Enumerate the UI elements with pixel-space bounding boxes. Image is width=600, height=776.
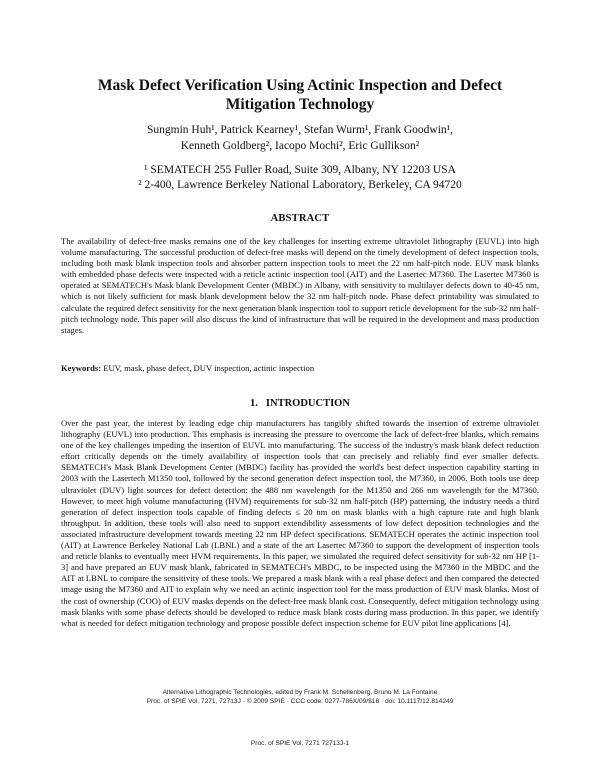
section-heading-introduction [60,398,540,409]
footer-line-1: Alternative Lithographic Technologies, edited by Frank M. Schellenberg, Bruno M. La Fontaine [162,689,438,696]
paper-title [60,76,540,114]
authors-line-2: Kenneth Goldberg², Iacopo Mochi², Eric Gullikson² [180,140,420,152]
section-number: 1. [250,398,258,409]
keywords-label: Keywords: [61,363,102,373]
page-number: Proc. of SPIE Vol. 7271 72713J-1 [250,740,350,747]
author-list [60,122,540,154]
abstract-heading: ABSTRACT [270,213,330,224]
publication-footer [60,688,540,706]
section-title: INTRODUCTION [265,398,350,409]
affiliations [60,163,540,193]
affiliation-1: ¹ SEMATECH 255 Fuller Road, Suite 309, Albany, NY 12203 USA [144,164,456,176]
title-line-1: Mask Defect Verification Using Actinic Inspection and Defect [97,77,503,94]
footer-line-2: Proc. of SPIE Vol. 7271, 72713J · © 2009 SPIE · CCC code: 0277-786X/09/$18 · doi: 10.1117/12.814249 [146,698,454,705]
authors-line-1: Sungmin Huh¹, Patrick Kearney¹, Stefan Wurm¹, Frank Goodwin¹, [146,124,453,136]
affiliation-2: ² 2-400, Lawrence Berkeley National Laboratory, Berkeley, CA 94720 [138,179,462,191]
title-line-2: Mitigation Technology [225,96,375,113]
keywords-text: EUV, mask, phase defect, DUV inspection, actinic inspection [101,363,315,373]
keywords [61,363,539,374]
introduction-body: Over the past year, the interest by leading edge chip manufacturers has tangibly shifted towards the insertion of extreme ultraviolet lithography (EUVL) into production. This emphasis is increasing the pressure to overcome the lack of defect-free blanks, which remains one of the key challenges impeding the insertion of EUVL into manufacturing. The success of the industry's mask blank defect reduction effort critically depends on the timely availability of inspection tools that can precisely and reliably find ever smaller defects. SEMATECH's Mask Blank Development Center (MBDC) facility has provided the world's best defect inspection capability starting in 2003 with the Lasertech M1350 tool, followed by the second generation defect inspection tool, the M7360, in 2006. Both tools use deep ultraviolet (DUV) light sources for defect detection: the 488 nm wavelength for the M1350 and 266 nm wavelength for the M7360. However, to meet high volume manufacturing (HVM) requirements for sub-32 nm half-pitch (HP) patterning, the industry needs a third generation of defect inspection tools capable of finding defects ≤ 20 nm on mask blanks with a high capture rate and high blank throughput. In addition, these tools will also need to support extendibility assessments of low defect deposition technologies and the associated infrastructure development towards meeting 22 nm HP defect specifications. SEMATECH operates the actinic inspection tool (AIT) at Lawrence Berkeley National Lab (LBNL) and a state of the art Lasertec M7360 to support the development of inspection tools and reticle blanks to eventually meet HVM requirements. In this paper, we simulated the required defect sensitivity for sub-32 nm HP [1-3] and have prepared an EUV mask blank, fabricated in SEMATECH's MBDC, to be inspected using the M7360 in the MBDC and the AIT at LBNL to compare the sensitivity of these tools. We prepared a mask blank with a real phase defect and then compared the detected image using the M7360 and AIT to explain why we need an actinic inspection tool for the mass production of EUV mask blanks. Most of the cost of ownership (COO) of EUV masks depends on the defect-free mask blank cost. Consequently, defect mitigation technology using mask blanks with some phase defects should be developed to reduce mask blank costs during mass production. In this paper, we identify what is needed for defect mitigation technology and propose possible defect inspection scheme for EUV pilot line applications [4]. [61,418,539,628]
abstract-body: The availability of defect-free masks remains one of the key challenges for inserting extreme ultraviolet lithography (EUVL) into high volume manufacturing. The successful production of defect-free masks will depend on the timely development of defect inspection tools, including both mask blank inspection tools and absorber pattern inspection tools to meet the 22 nm half-pitch node. EUV mask blanks with embedded phase defects were inspected with a reticle actinic inspection tool (AIT) and the Lasertec M7360. The Lasertec M7360 is operated at SEMATECH's Mask blank Development Center (MBDC) in Albany, with sensitivity to multilayer defects down to 40-45 nm, which is not likely sufficient for mask blank development below the 32 nm half-pitch node. Phase defect printability was simulated to calculate the required defect sensitivity for the next generation blank inspection tool to support reticle development for the sub-32 nm half-pitch technology node. This paper will also discuss the kind of infrastructure that will be required in the development and mass production stages. [61,236,539,335]
